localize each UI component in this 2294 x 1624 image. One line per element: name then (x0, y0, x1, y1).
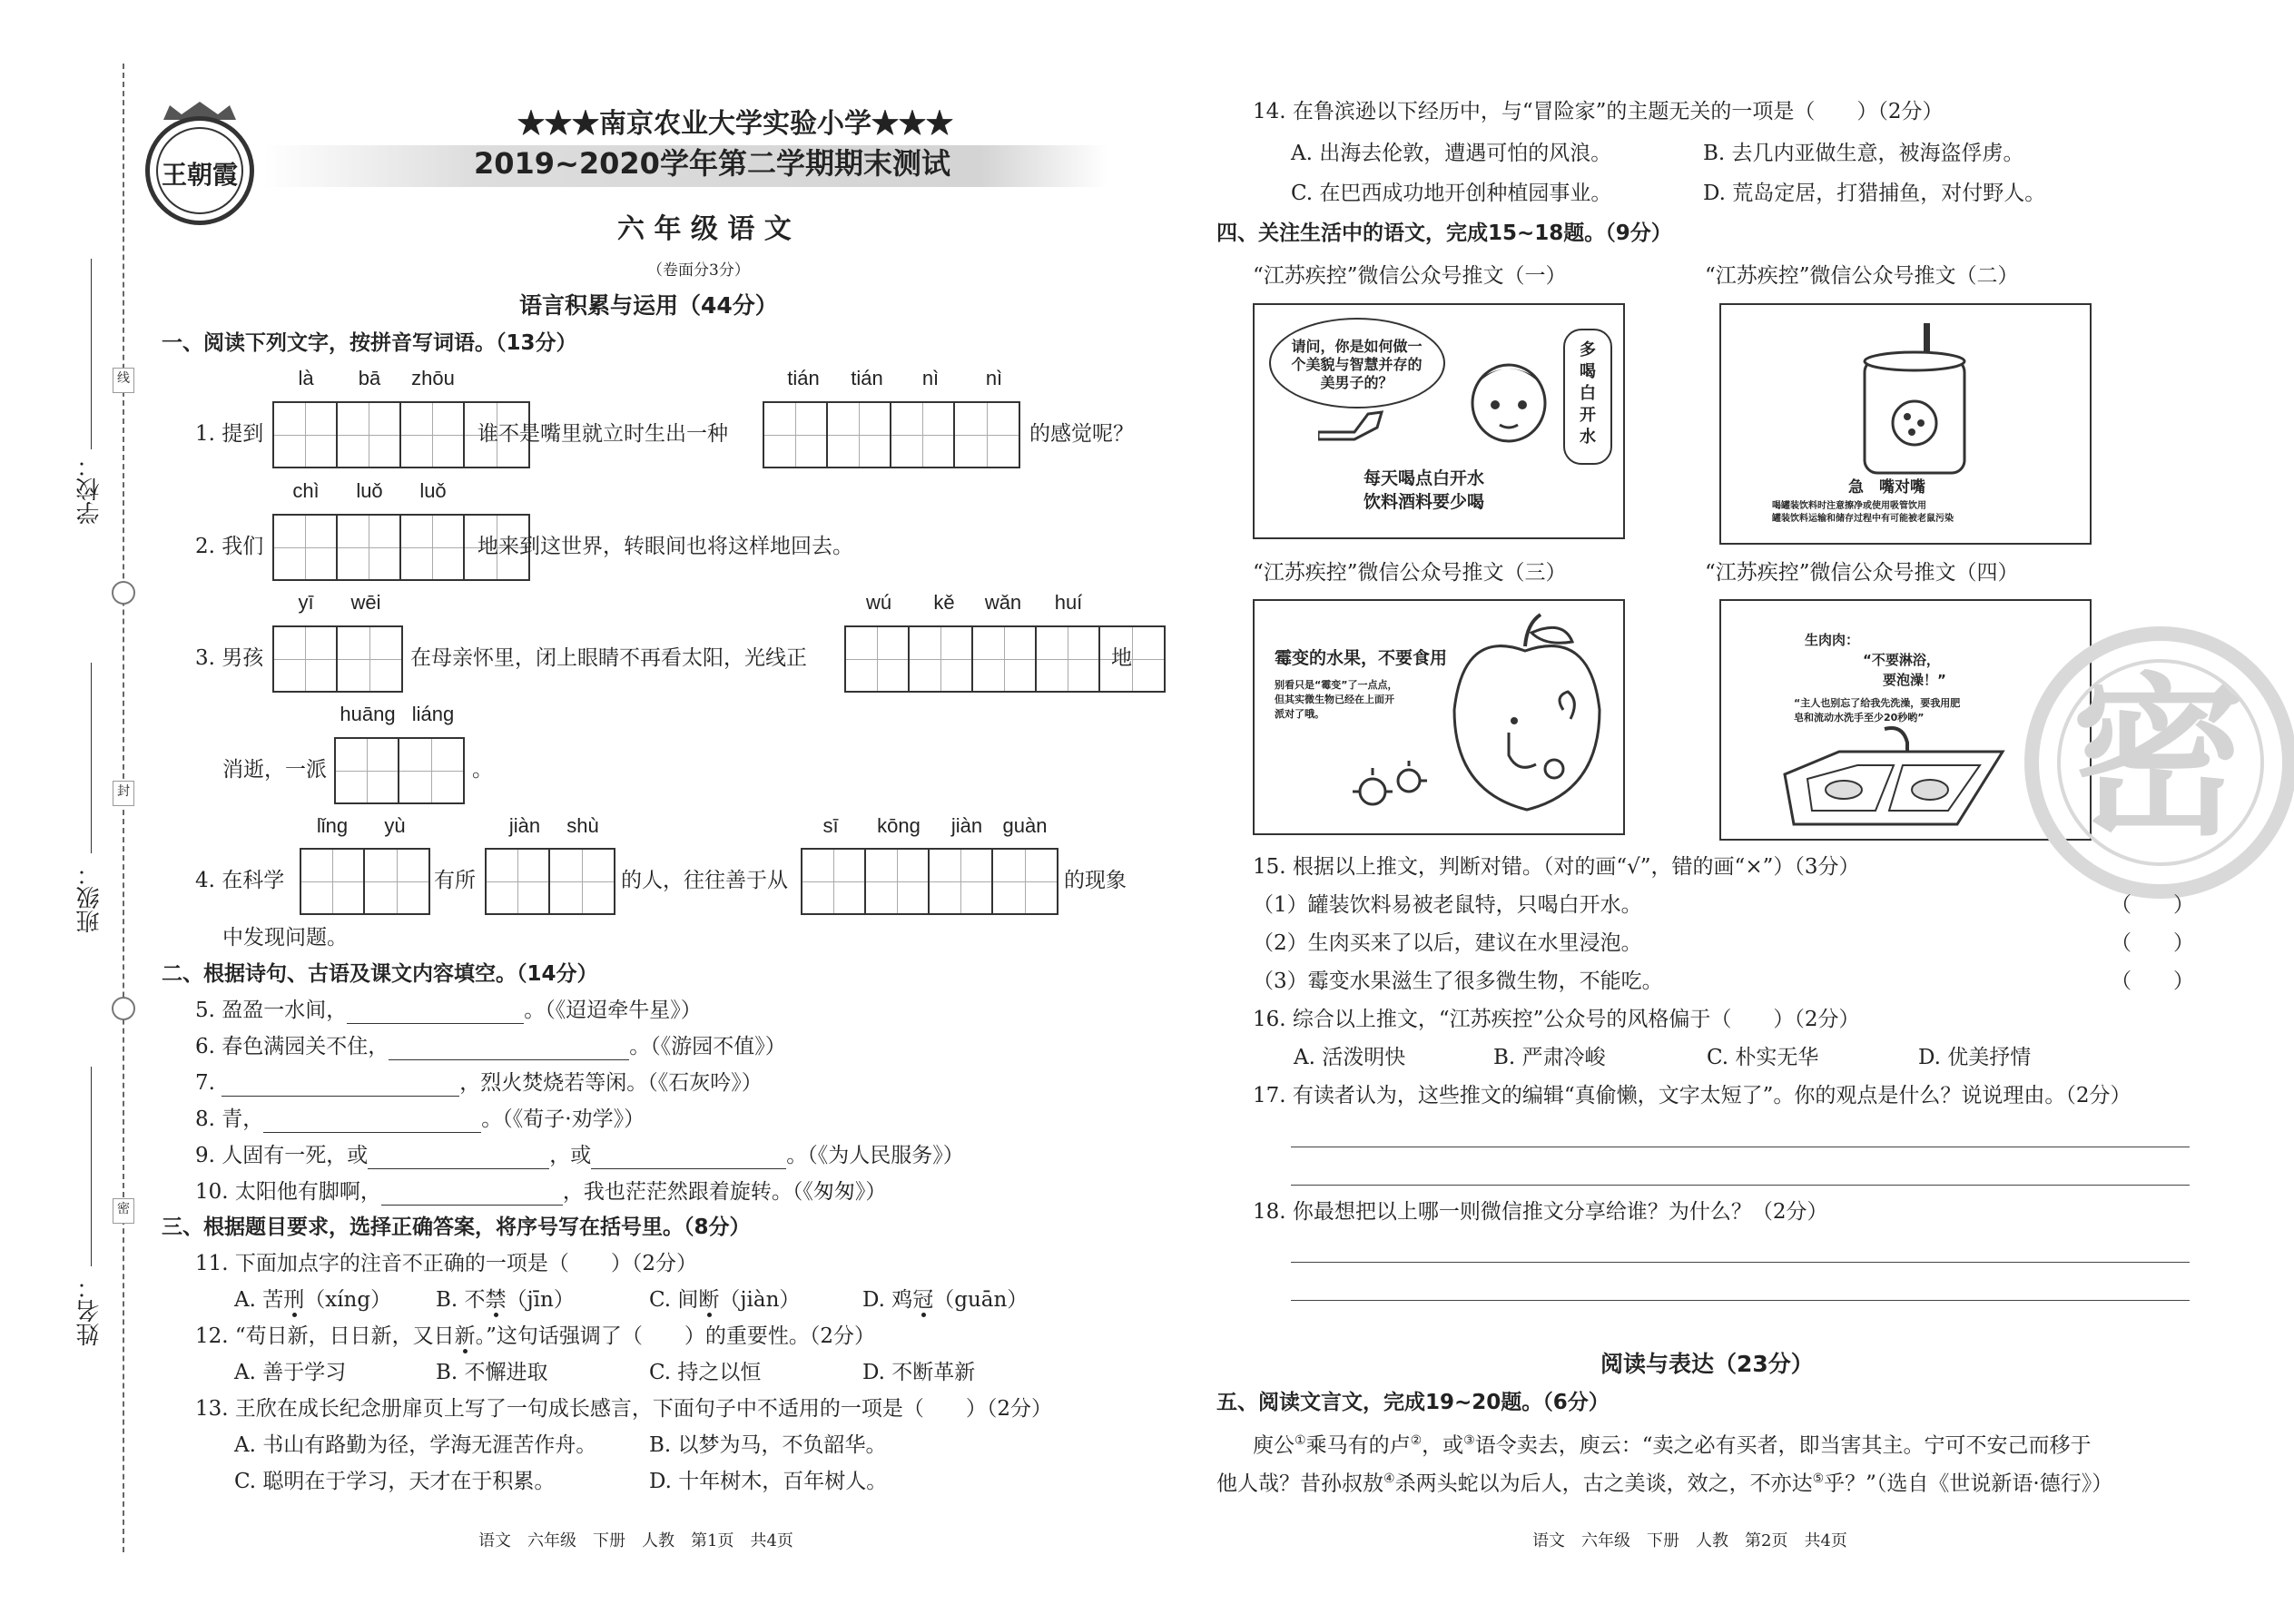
sentence-text: 中发现问题。 (222, 926, 348, 950)
poster-caption-2: “江苏疾控”微信公众号推文（二） (1705, 264, 2019, 288)
seal-mark-xian: 线 (113, 368, 134, 393)
pinyin: tián (787, 367, 820, 389)
answer-blank[interactable] (381, 1183, 563, 1206)
q15-statement-3: （3）霉变水果滋生了很多微生物，不能吃。 (1253, 969, 1663, 993)
sentence-text: 谁不是嘴里就立时生出一种 (478, 422, 728, 446)
q11-stem: 11. 下面加点字的注音不正确的一项是（ ）（2分） (195, 1252, 698, 1275)
pinyin: luǒ (356, 479, 383, 502)
q14-stem: 14. 在鲁滨逊以下经历中，与“冒险家”的主题无关的一项是（ ）（2分） (1253, 100, 1944, 123)
class-label: 班级： (76, 862, 103, 933)
q15-stem: 15. 根据以上推文，判断对错。（对的画“√”，错的画“×”）（3分） (1253, 855, 1860, 879)
poster-2-title: 急 嘴对嘴 (1848, 478, 1925, 497)
pinyin: sī (822, 814, 839, 837)
poster-2 (1719, 303, 2092, 545)
q4-heading: 四、关注生活中的语文，完成15~18题。（9分） (1216, 221, 1672, 245)
q16-option-c[interactable]: C. 朴实无华 (1707, 1046, 1819, 1069)
q1-heading: 一、阅读下列文字，按拼音写词语。（13分） (162, 331, 577, 355)
answer-blank[interactable] (347, 1001, 524, 1024)
subject-title: 六 年 级 语 文 (617, 213, 792, 245)
page-footer-2: 语文 六年级 下册 人教 第2页 共4页 (1532, 1531, 1847, 1550)
q16-option-d[interactable]: D. 优美抒情 (1918, 1046, 2032, 1069)
answer-grid[interactable] (485, 848, 615, 915)
sentence-text: 的现象 (1064, 869, 1127, 892)
poster-1 (1253, 303, 1625, 539)
pinyin: là (298, 367, 314, 389)
poster-4-note-2: 皂和流动水洗手至少20秒哟” (1794, 712, 1925, 723)
pinyin: jiàn (950, 814, 983, 837)
q11-option-c[interactable]: C. 间断（jiàn） (649, 1288, 801, 1312)
germ-icon (1345, 755, 1436, 819)
speech-bubble-text: 请问，你是如何做一个美貌与智慧并存的美男子的？ (1291, 338, 1423, 391)
pinyin: tián (851, 367, 883, 389)
q13-option-b[interactable]: B. 以梦为马，不负韶华。 (649, 1433, 887, 1457)
sentence-text: 消逝，一派 (222, 758, 327, 782)
pinyin: guàn (1002, 814, 1048, 837)
q6: 6. 春色满园关不住， 。（《游园不值》） (195, 1035, 786, 1058)
pinyin: huí (1054, 591, 1083, 614)
q5: 5. 盈盈一水间， 。（《迢迢牵牛星》） (195, 999, 702, 1022)
pinyin: wēi (350, 591, 381, 614)
q18-stem: 18. 你最想把以上哪一则微信推文分享给谁？为什么？（2分） (1253, 1200, 1828, 1224)
answer-blank[interactable] (389, 1038, 629, 1060)
q14-option-c[interactable]: C. 在巴西成功地开创种植园事业。 (1291, 182, 1612, 205)
q15-answer-3[interactable]: （ ） (2111, 969, 2194, 993)
q13-option-d[interactable]: D. 十年树木，百年树人。 (649, 1470, 888, 1493)
poster-4-title-1: 生肉肉： (1805, 632, 1860, 648)
q11-option-b[interactable]: B. 不禁（jīn） (436, 1288, 575, 1312)
sink-icon (1776, 724, 2012, 829)
answer-blank[interactable] (368, 1147, 549, 1169)
q14-option-b[interactable]: B. 去几内亚做生意，被海盗俘虏。 (1703, 142, 2024, 165)
poster-caption-4: “江苏疾控”微信公众号推文（四） (1705, 561, 2019, 585)
pinyin: liáng (411, 703, 455, 725)
q7: 7. ，烈火焚烧若等闲。（《石灰吟》） (195, 1071, 763, 1095)
q15-statement-2: （2）生肉买来了以后，建议在水里浸泡。 (1253, 931, 1642, 955)
q16-stem: 16. 综合以上推文，“江苏疾控”公众号的风格偏于（ ）（2分） (1253, 1008, 1860, 1031)
poster-caption-3: “江苏疾控”微信公众号推文（三） (1253, 561, 1567, 585)
poster-3-title: 霉变的水果，不要食用 (1275, 648, 1448, 668)
poster-1-line-1: 每天喝点白开水 (1364, 468, 1485, 488)
q16-option-b[interactable]: B. 严肃冷峻 (1493, 1046, 1606, 1069)
q14-option-a[interactable]: A. 出海去伦敦，遭遇可怕的风浪。 (1291, 142, 1612, 165)
school-name: ★★★南京农业大学实验小学★★★ (517, 108, 953, 140)
pinyin: nì (985, 367, 1003, 389)
q15-answer-1[interactable]: （ ） (2111, 893, 2194, 917)
sentence-text: 4. 在科学 (195, 869, 285, 892)
logo-text: 王朝霞 (161, 160, 238, 190)
answer-blank[interactable] (222, 1074, 459, 1097)
q12-option-a[interactable]: A. 善于学习 (234, 1361, 347, 1384)
poster-4-title-3: 要泡澡！” (1883, 672, 1946, 688)
answer-grid[interactable] (801, 848, 1058, 915)
pinyin: shù (566, 814, 599, 837)
binding-line (123, 64, 124, 1552)
answer-blank[interactable] (263, 1110, 481, 1133)
pinyin: wú (865, 591, 892, 614)
q11-option-a[interactable]: A. 苦刑（xíng） (234, 1288, 392, 1312)
poster-4-note-1: “主人也别忘了给我先洗澡，要我用肥 (1794, 697, 1961, 709)
pinyin: yù (384, 814, 406, 837)
q3-heading: 三、根据题目要求，选择正确答案，将序号写在括号里。（8分） (162, 1216, 751, 1239)
sentence-text: 在母亲怀里，闭上眼睛不再看太阳，光线正 (410, 646, 807, 670)
q12-option-b[interactable]: B. 不懈进取 (436, 1361, 548, 1384)
pinyin: wǎn (984, 591, 1022, 614)
pinyin: luǒ (419, 479, 447, 502)
sentence-text: 地来到这世界，转眼间也将这样地回去。 (478, 535, 853, 558)
sentence-text: 。 (472, 758, 493, 782)
q12-stem: 12. “苟日新，日日新，又日新。”这句话强调了（ ）的重要性。（2分） (195, 1324, 876, 1348)
side-bubble-text: 多喝白开水 (1580, 340, 1596, 447)
classical-text-line-1: 庾公①乘马有的卢②，或③语令卖去，庾云：“卖之必有买者，即当害其主。宁可不安己而移于 (1253, 1433, 2092, 1458)
answer-grid[interactable] (763, 401, 1020, 468)
section-title-language: 语言积累与运用（44分） (519, 292, 778, 319)
poster-2-note-1: 喝罐装饮料时注意擦净或使用吸管饮用 (1772, 501, 1926, 511)
seal-mark-feng: 封 (113, 781, 134, 806)
q9: 9. 人固有一死，或 ，或 。（《为人民服务》） (195, 1144, 964, 1167)
boy-face-icon (1463, 350, 1554, 450)
logo-seal (145, 116, 254, 225)
stamp-text: 密 (2072, 658, 2245, 859)
answer-grid[interactable] (300, 848, 430, 915)
answer-grid[interactable] (272, 625, 403, 693)
pinyin: nì (921, 367, 940, 389)
q16-option-a[interactable]: A. 活泼明快 (1294, 1046, 1406, 1069)
q17-stem: 17. 有读者认为，这些推文的编辑“真偷懒，文字太短了”。你的观点是什么？说说理由。（2分） (1253, 1084, 2132, 1107)
poster-1-line-2: 饮料酒料要少喝 (1364, 492, 1485, 512)
moldy-apple-icon (1445, 610, 1609, 819)
q13-option-c[interactable]: C. 聪明在于学习，天才在于积累。 (234, 1470, 556, 1493)
hand-icon (1318, 396, 1391, 441)
q2-heading: 二、根据诗句、古语及课文内容填空。（14分） (162, 962, 598, 986)
sentence-text: 的感觉呢？ (1029, 422, 1134, 446)
q15-statement-1: （1）罐装饮料易被老鼠特，只喝白开水。 (1253, 893, 1642, 917)
section-title-reading: 阅读与表达（23分） (1600, 1351, 1814, 1377)
sentence-text: 2. 我们 (195, 535, 264, 558)
school-line (91, 259, 92, 449)
exam-title: 2019~2020学年第二学期期末测试 (474, 146, 950, 181)
q5-heading: 五、阅读文言文，完成19~20题。（6分） (1216, 1391, 1610, 1414)
q13-option-a[interactable]: A. 书山有路勤为径，学海无涯苦作舟。 (234, 1433, 597, 1457)
poster-3 (1253, 599, 1625, 835)
answer-line[interactable] (1291, 1300, 2190, 1301)
poster-3-note-2: 但其实微生物已经在上面开 (1275, 694, 1394, 705)
pinyin: lǐng (316, 814, 349, 837)
pinyin: chì (292, 479, 320, 502)
q8: 8. 青， 。（《荀子·劝学》） (195, 1107, 645, 1131)
sentence-text: 有所 (434, 869, 476, 892)
class-line (91, 663, 92, 853)
poster-3-note-1: 别看只是“霉变”了一点点， (1275, 679, 1398, 691)
q13-stem: 13. 王欣在成长纪念册扉页上写了一句成长感言，下面句子中不适用的一项是（ ）（2分） (195, 1397, 1053, 1421)
sentence-text: 1. 提到 (195, 422, 264, 446)
q10: 10. 太阳他有脚啊， ，我也茫茫然跟着旋转。（《匆匆》） (195, 1180, 887, 1204)
answer-grid[interactable] (334, 737, 465, 804)
q12-option-c[interactable]: C. 持之以恒 (649, 1361, 762, 1384)
ornament-icon (112, 581, 135, 605)
poster-3-note-3: 派对了哦。 (1275, 708, 1324, 720)
confidential-stamp (2024, 626, 2294, 899)
school-label: 学校： (76, 454, 103, 525)
sentence-text: 地 (1111, 646, 1132, 670)
answer-blank[interactable] (591, 1147, 786, 1169)
answer-line[interactable] (1291, 1185, 2190, 1186)
classical-text-line-2: 他人哉？昔孙叔敖④杀两头蛇以为后人，古之美谈，效之，不亦达⑤乎？”（选自《世说新语·德行》） (1216, 1471, 2113, 1496)
pinyin: bā (358, 367, 381, 389)
neatness-score: （卷面分3分） (647, 261, 750, 280)
sentence-text: 3. 男孩 (195, 646, 264, 670)
seal-mark-mi: 密 (113, 1198, 134, 1224)
poster-4-title-2: “不要淋浴， (1863, 652, 1940, 668)
page-footer-1: 语文 六年级 下册 人教 第1页 共4页 (478, 1531, 793, 1550)
poster-2-note-2: 罐装饮料运输和储存过程中有可能被老鼠污染 (1772, 514, 1954, 524)
pinyin: jiàn (508, 814, 541, 837)
q11-option-d[interactable]: D. 鸡冠（guān） (862, 1288, 1029, 1312)
q14-option-d[interactable]: D. 荒岛定居，打猎捕鱼，对付野人。 (1703, 182, 2046, 205)
ornament-icon (112, 997, 135, 1020)
name-line (91, 1067, 92, 1266)
poster-caption-1: “江苏疾控”微信公众号推文（一） (1253, 264, 1567, 288)
answer-line[interactable] (1291, 1262, 2190, 1263)
sentence-text: 的人，往往善于从 (621, 869, 788, 892)
pinyin: kě (933, 591, 955, 614)
q15-answer-2[interactable]: （ ） (2111, 931, 2194, 955)
pinyin: zhōu (411, 367, 455, 389)
name-label: 姓名： (76, 1275, 103, 1346)
pinyin: yī (298, 591, 314, 614)
pinyin: huāng (340, 703, 396, 725)
q12-option-d[interactable]: D. 不断革新 (862, 1361, 976, 1384)
pinyin: kōng (877, 814, 921, 837)
drink-can-icon (1856, 323, 1974, 487)
